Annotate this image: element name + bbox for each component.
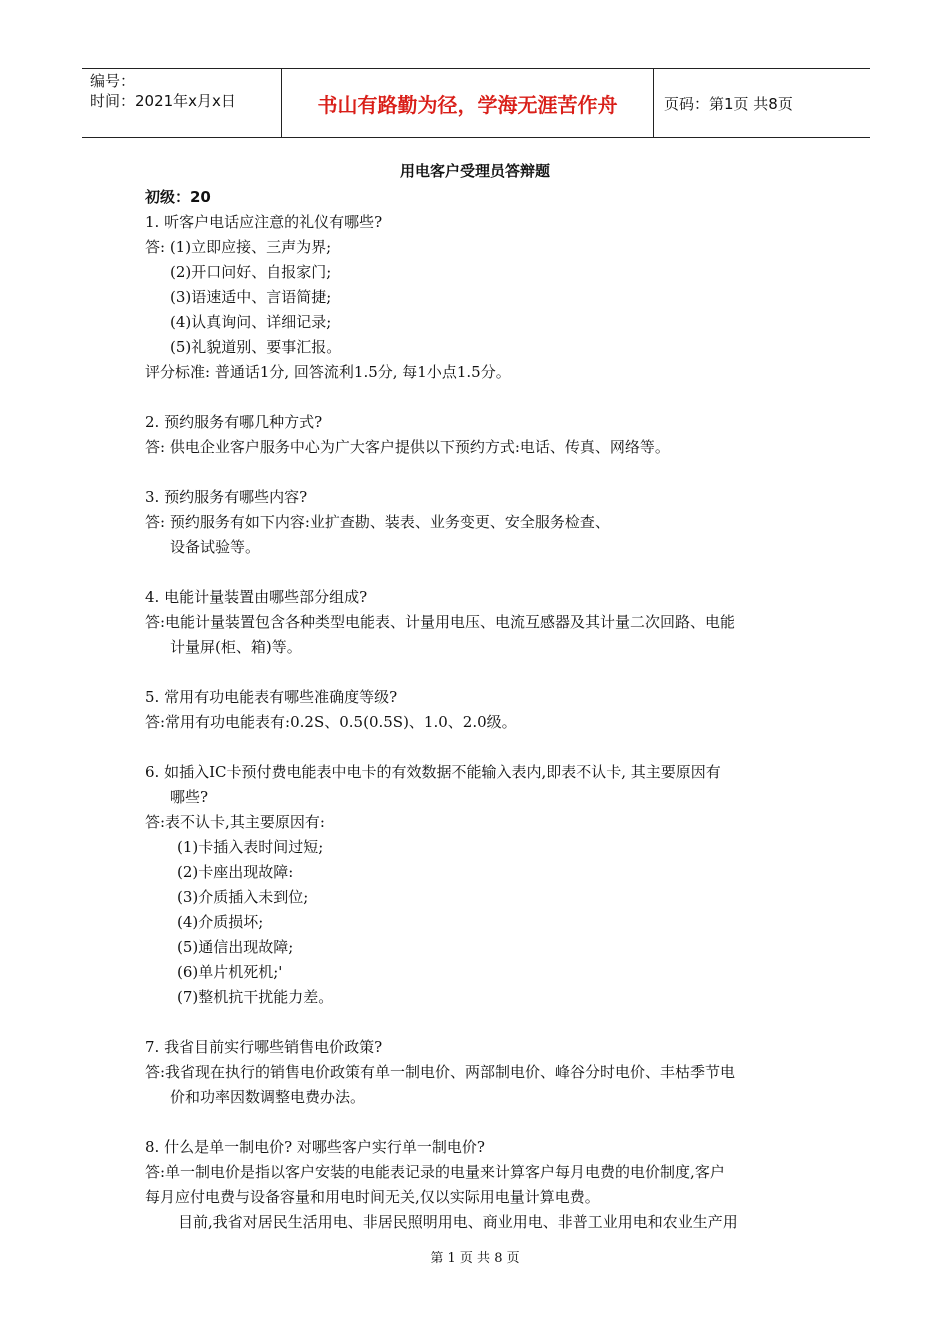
header-motto: 书山有路勤为径，学海无涯苦作舟 [282,69,654,137]
document-number-label: 编号： [90,72,136,90]
answer-5: 答:常用有功电能表有:0.2S、0.5(0.5S)、1.0、2.0级。 [145,713,517,731]
question-7: 7. 我省目前实行哪些销售电价政策? [145,1038,383,1056]
answer-1-line: 答: (1)立即应接、三声为界; [145,238,332,256]
header-page-info: 页码：第1页 共8页 [664,94,793,113]
question-6-line: 6. 如插入IC卡预付费电能表中电卡的有效数据不能输入表内,即表不认卡, 其主要原因有 [145,763,721,781]
spacer [145,1110,825,1135]
answer-6-item: (5)通信出现故障; [177,938,294,956]
answer-1-line: (5)礼貌道别、要事汇报。 [170,338,342,356]
question-5: 5. 常用有功电能表有哪些准确度等级? [145,688,398,706]
answer-6-intro: 答:表不认卡,其主要原因有: [145,813,325,831]
header-table [82,68,870,138]
spacer [145,735,825,760]
page-footer: 第 1 页 共 8 页 [430,1251,520,1266]
answer-6-item: (3)介质插入未到位; [177,888,309,906]
document-date-label: 时间：2021年x月x日 [90,92,236,110]
scoring-standard: 评分标准: 普通话1分, 回答流利1.5分, 每1小点1.5分。 [145,363,511,381]
question-3: 3. 预约服务有哪些内容? [145,488,308,506]
question-6-line: 哪些? [170,788,209,806]
document-body [145,185,825,1235]
answer-8-paragraph: 目前,我省对居民生活用电、非居民照明用电、商业用电、非普工业用电和农业生产用 [178,1213,738,1231]
answer-6-item: (6)单片机死机;' [177,963,283,981]
answer-1-line: (2)开口问好、自报家门; [170,263,332,281]
document-title: 用电客户受理员答辩题 [399,162,550,180]
spacer [145,1010,825,1035]
question-4: 4. 电能计量装置由哪些部分组成? [145,588,368,606]
answer-4-line: 答:电能计量装置包含各种类型电能表、计量用电压、电流互感器及其计量二次回路、电能 [145,613,736,631]
question-1: 1. 听客户电话应注意的礼仪有哪些? [145,213,383,231]
spacer [145,460,825,485]
level-heading: 初级：20 [145,188,211,206]
spacer [145,560,825,585]
answer-2: 答: 供电企业客户服务中心为广大客户提供以下预约方式:电话、传真、网络等。 [145,438,670,456]
spacer [145,385,825,410]
header-info-cell [82,69,282,137]
answer-4-line: 计量屏(柜、箱)等。 [170,638,302,656]
answer-3-line: 设备试验等。 [170,538,261,556]
answer-6-item: (1)卡插入表时间过短; [177,838,324,856]
answer-7-line: 价和功率因数调整电费办法。 [170,1088,366,1106]
question-8: 8. 什么是单一制电价? 对哪些客户实行单一制电价? [145,1138,485,1156]
answer-7-line: 答:我省现在执行的销售电价政策有单一制电价、两部制电价、峰谷分时电价、丰枯季节电 [145,1063,736,1081]
answer-6-item: (7)整机抗干扰能力差。 [177,988,334,1006]
answer-1-line: (3)语速适中、言语简捷; [170,288,332,306]
answer-1-line: (4)认真询问、详细记录; [170,313,332,331]
answer-3-line: 答: 预约服务有如下内容:业扩查勘、装表、业务变更、安全服务检查、 [145,513,610,531]
answer-8-line: 答:单一制电价是指以客户安装的电能表记录的电量来计算客户每月电费的电价制度,客户 [145,1163,725,1181]
answer-6-item: (4)介质损坏; [177,913,264,931]
spacer [145,660,825,685]
answer-8-line: 每月应付电费与设备容量和用电时间无关,仅以实际用电量计算电费。 [145,1188,600,1206]
answer-6-item: (2)卡座出现故障: [177,863,294,881]
question-2: 2. 预约服务有哪几种方式? [145,413,323,431]
